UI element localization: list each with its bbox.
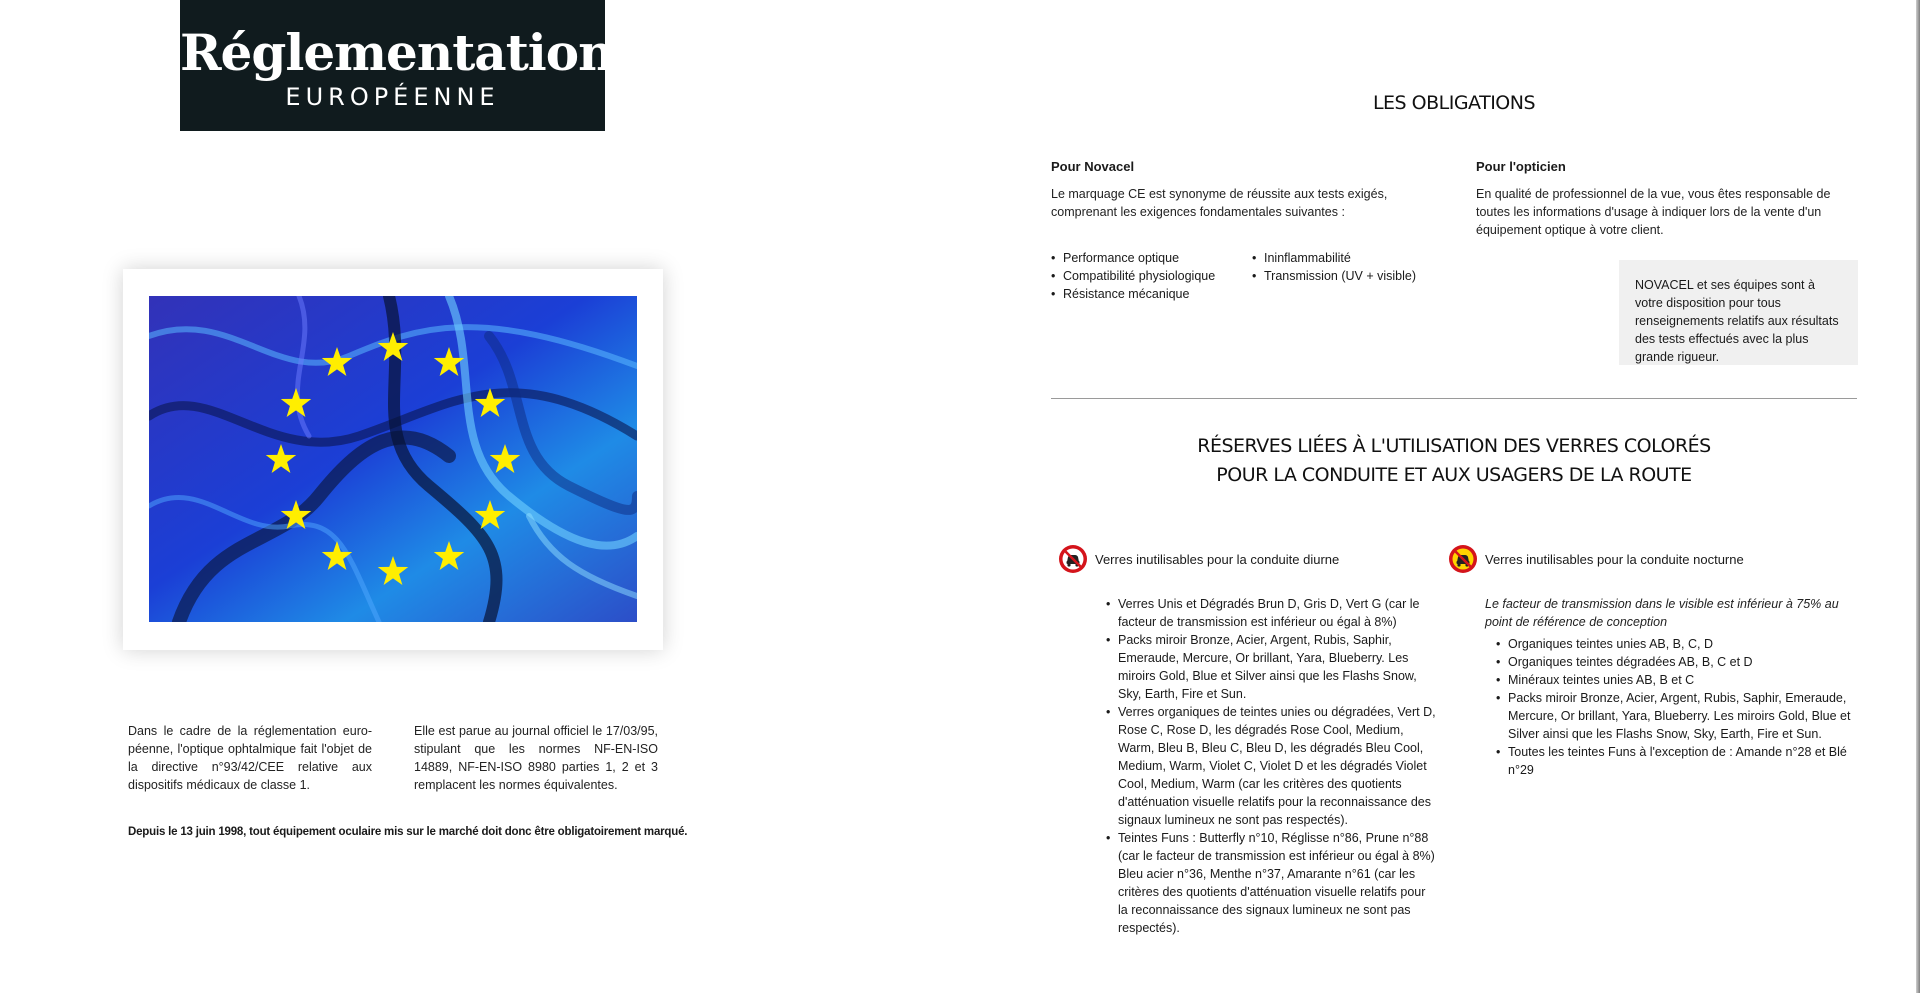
novacel-requirements-right xyxy=(1252,249,1454,285)
novacel-requirements-left xyxy=(1051,249,1253,303)
contact-box: NOVACEL et ses équipes sont à votre disposition pour tous renseignements relatifs aux résultats des tests effectués avec la plus grande rigueur. xyxy=(1619,260,1858,365)
list-item: • Organiques teintes dégradées AB, B, C et D xyxy=(1508,653,1872,671)
page-title: Réglementation xyxy=(180,23,614,82)
intro-text-col2: Elle est parue au journal officiel le 17/03/95, stipulant que les normes NF-EN-ISO 14889, NF-EN-ISO 8980 parties 1, 2 et 3 remplacent les normes équivalentes. xyxy=(414,724,658,792)
list-item: • Compatibilité physiologique xyxy=(1063,267,1253,285)
no-driving-night-icon xyxy=(1448,544,1478,574)
list-item: • Résistance mécanique xyxy=(1063,285,1253,303)
page-edge xyxy=(1916,0,1920,993)
eu-flag-image xyxy=(149,296,637,622)
nocturne-title: Verres inutilisables pour la conduite nocturne xyxy=(1485,552,1744,567)
diurne-title: Verres inutilisables pour la conduite diurne xyxy=(1095,552,1340,567)
list-item: • Performance optique xyxy=(1063,249,1253,267)
list-item: • Organiques teintes unies AB, B, C, D xyxy=(1508,635,1872,653)
opticien-title: Pour l'opticien xyxy=(1476,159,1566,174)
intro-text-col1: Dans le cadre de la réglementation euro-péenne, l'optique ophtalmique fait l'objet de la directive n°93/42/CEE relative aux dispositifs médicaux de classe 1. xyxy=(128,724,372,792)
obligations-heading: LES OBLIGATIONS xyxy=(1372,92,1536,114)
list-item: • Verres organiques de teintes unies ou dégradées, Vert D, Rose C, Rose D, les dégradés Rose Cool, Medium, Warm, Bleu B, Bleu C, Bleu D, les dégradés Bleu Cool, Medium, Warm, Violet C, Violet D et les dégradés Violet Cool, Medium, Warm (car les critères des quotients d'atténuation visuelle relatifs pour la reconnaissance des signaux lumineux ne sont pas respectés). xyxy=(1118,703,1438,829)
list-item: • Minéraux teintes unies AB, B et C xyxy=(1508,671,1872,689)
page-subtitle: EUROPÉENNE xyxy=(285,83,500,111)
title-block xyxy=(180,0,614,131)
opticien-text: En qualité de professionnel de la vue, vous êtes responsable de toutes les informations d'usage à indiquer lors de la vente d'un équipement optique à votre client. xyxy=(1476,187,1831,237)
novacel-text: Le marquage CE est synonyme de réussite aux tests exigés, comprenant les exigences fondamentales suivantes : xyxy=(1051,187,1388,219)
intro-note: Depuis le 13 juin 1998, tout équipement oculaire mis sur le marché doit donc être obligatoirement marqué. xyxy=(128,826,688,838)
list-item: • Transmission (UV + visible) xyxy=(1264,267,1454,285)
nocturne-list xyxy=(1496,635,1872,779)
reserves-heading xyxy=(1051,432,1857,490)
novacel-title: Pour Novacel xyxy=(1051,159,1135,174)
no-driving-day-icon xyxy=(1058,544,1088,574)
flag-frame xyxy=(123,269,663,650)
diurne-list xyxy=(1106,595,1438,937)
list-item: • Teintes Funs : Butterfly n°10, Réglisse n°86, Prune n°88 (car le facteur de transmission est inférieur ou égal à 8%) Bleu acier n°36, Menthe n°37, Amarante n°61 (car les critères des quotients d'atténuation visuelle relatifs pour la reconnaissance des signaux lumineux ne sont pas respectés). xyxy=(1118,829,1438,937)
list-item: • Verres Unis et Dégradés Brun D, Gris D, Vert G (car le facteur de transmission est inférieur ou égal à 8%) xyxy=(1118,595,1438,631)
reserves-heading-line2: POUR LA CONDUITE ET AUX USAGERS DE LA ROUTE xyxy=(1216,464,1692,486)
nocturne-intro: Le facteur de transmission dans le visible est inférieur à 75% au point de référence de conception xyxy=(1485,597,1839,629)
section-divider xyxy=(1051,398,1857,399)
reserves-heading-line1: RÉSERVES LIÉES À L'UTILISATION DES VERRES COLORÉS xyxy=(1197,435,1711,457)
list-item: • Ininflammabilité xyxy=(1264,249,1454,267)
list-item: • Packs miroir Bronze, Acier, Argent, Rubis, Saphir, Emeraude, Mercure, Or brillant, Yara, Blueberry. Les miroirs Gold, Blue et Silver ainsi que les Flashs Snow, Sky, Earth, Fire et Sun. xyxy=(1118,631,1438,703)
list-item: • Toutes les teintes Funs à l'exception de : Amande n°28 et Blé n°29 xyxy=(1508,743,1872,779)
list-item: • Packs miroir Bronze, Acier, Argent, Rubis, Saphir, Emeraude, Mercure, Or brillant, Yara, Blueberry. Les miroirs Gold, Blue et Silver ainsi que les Flashs Snow, Sky, Earth, Fire et Sun. xyxy=(1508,689,1872,743)
